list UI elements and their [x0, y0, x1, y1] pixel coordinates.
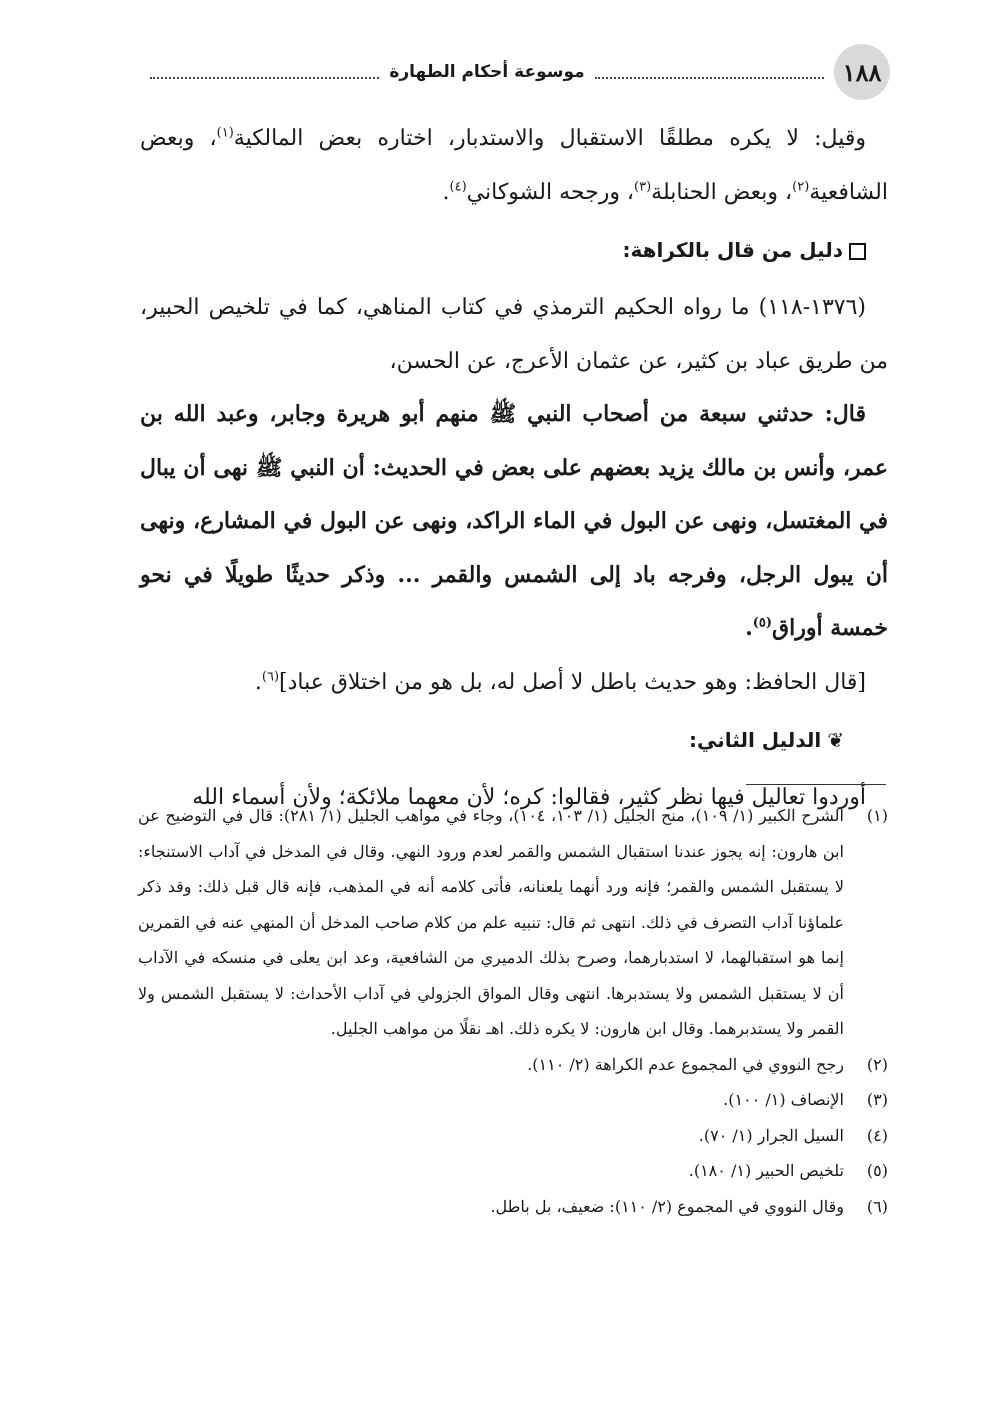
- heading-2-text: الدليل الثاني:: [689, 728, 822, 752]
- p1-text-e: .: [442, 179, 450, 205]
- footnote-number: (٣): [866, 1090, 888, 1109]
- footnote-5: [138, 1153, 888, 1189]
- footnote-text: تلخيص الحبير (١/ ١٨٠).: [688, 1161, 844, 1180]
- footnote-ref-2[interactable]: (٢): [792, 179, 810, 195]
- footnote-text: الإنصاف (١/ ١٠٠).: [723, 1090, 844, 1109]
- header-dotted-line: [595, 77, 824, 79]
- p4-end: .: [254, 669, 262, 695]
- paragraph-2: (١٣٧٦-١١٨) ما رواه الحكيم الترمذي في كتاب المناهي، كما في تلخيص الحبير، من طريق عباد بن كثير، عن عثمان الأعرج، عن الحسن،: [140, 295, 888, 374]
- footnote-number: (٤): [866, 1125, 888, 1145]
- footnote-number: (٢): [866, 1054, 888, 1074]
- footnote-6: [138, 1189, 888, 1225]
- checkbox-square-icon: [849, 243, 866, 260]
- footnote-text: السيل الجرار (١/ ٧٠).: [698, 1125, 844, 1145]
- footnote-1: [138, 798, 888, 1047]
- paragraph-5: أوردوا تعاليل فيها نظر كثير، فقالوا: كره؛ لأن معهما ملائكة؛ ولأن أسماء الله: [192, 785, 866, 810]
- p1-text-b: ، وبعض الشافعية: [140, 126, 888, 205]
- footnote-4: [138, 1118, 888, 1154]
- footnote-2: [138, 1047, 888, 1083]
- leaf-ornament-icon: ❦: [827, 728, 844, 752]
- footnote-text: وقال النووي في المجموع (٢/ ١١٠): ضعيف، بل باطل.: [490, 1196, 844, 1216]
- footnote-ref-1[interactable]: (١): [216, 125, 234, 141]
- footnotes: [138, 798, 888, 1224]
- footnote-number: (٥): [866, 1161, 888, 1180]
- paragraph-4: [140, 656, 888, 710]
- hadith-text: قال: حدثني سبعة من أصحاب النبي ﷺ منهم أبو هريرة وجابر، وعبد الله بن عمر، وأنس بن مالك يزيد بعضهم على بعض في الحديث: أن النبي ﷺ نهى أن يبال في المغتسل، ونهى عن البول في الماء الراكد، ونهى عن البول في المشارع، ونهى أن يبول الرجل، وفرجه باد إلى الشمس والقمر ... وذكر حديثًا طويلًا في نحو خمسة أوراق: [140, 401, 888, 641]
- p1-text-c: ، وبعض الحنابلة: [651, 179, 793, 205]
- footnote-number: (١): [866, 806, 888, 825]
- main-text: [140, 112, 888, 825]
- footnote-ref-4[interactable]: (٤): [449, 179, 467, 195]
- hafiz-text: [قال الحافظ: وهو حديث باطل لا أصل له، بل هو من اختلاق عباد]: [279, 669, 866, 695]
- heading-second-evidence: [140, 709, 888, 771]
- header-dotted-line-left: [150, 77, 379, 79]
- footnote-3: [138, 1082, 888, 1118]
- heading-1-text: دليل من قال بالكراهة:: [622, 238, 843, 262]
- footnote-separator: [746, 784, 886, 785]
- footnote-number: (٦): [866, 1196, 888, 1216]
- page-number: ١٨٨: [834, 44, 890, 100]
- footnote-ref-6[interactable]: (٦): [261, 669, 280, 685]
- p1-text-d: ، ورجحه الشوكاني: [466, 179, 635, 205]
- book-title: موسوعة أحكام الطهارة: [389, 62, 585, 82]
- footnote-text: الشرح الكبير (١/ ١٠٩)، منح الجليل (١/ ١٠٣، ١٠٤)، وجاء في مواهب الجليل (١/ ٢٨١): قال في التوضيح عن ابن هارون: إنه يجوز عندنا استقبال الشمس والقمر لعدم ورود النهي. وقال في المدخل في آداب الاستنجاء: لا يستقبل الشمس والقمر؛ فإنه ورد أنهما يلعنانه، فأتى كلامه أنه في المذهب، فإنه قال قبل ذلك: وقد ذكر علماؤنا آداب التصرف في ذلك. انتهى ثم قال: تنبيه علم من كلام صاحب المدخل أن المنهي عنه في القمرين إنما هو استقبالهما، لا استدبارهما، وصرح بذلك الدميري من الشافعية، وعد ابن يعلى في منسكه في الآداب أن لا يستقبل الشمس ولا يستدبرها. انتهى وقال المواق الجزولي في آداب الأحداث: لا يستقبل الشمس ولا القمر ولا يستدبرهما. وقال ابن هارون: لا يكره ذلك. اهـ نقلًا من مواهب الجليل.: [138, 806, 844, 1038]
- paragraph-3-hadith: [140, 388, 888, 656]
- footnote-ref-3[interactable]: (٣): [634, 179, 652, 195]
- page-header: [140, 44, 890, 100]
- footnote-ref-5[interactable]: (٥): [752, 615, 773, 631]
- p1-text-a: وقيل: لا يكره مطلقًا الاستقبال والاستدبار، اختاره بعض المالكية: [233, 126, 866, 151]
- heading-evidence-karaha: [140, 219, 888, 281]
- paragraph-1: [140, 112, 888, 219]
- footnote-text: رجح النووي في المجموع عدم الكراهة (٢/ ١١٠).: [527, 1054, 844, 1074]
- hadith-end: .: [745, 615, 753, 641]
